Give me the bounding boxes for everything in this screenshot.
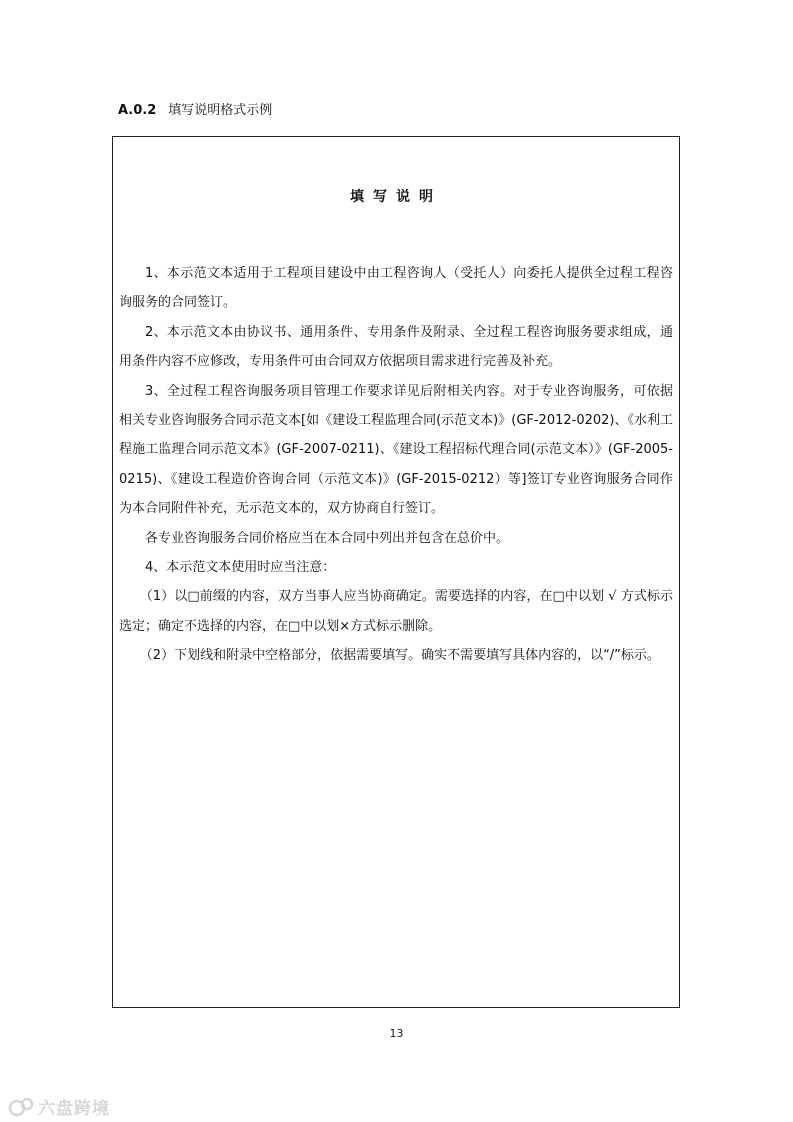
section-number: A.0.2 (118, 103, 157, 118)
paragraph-2: 2、本示范文本由协议书、通用条件、专用条件及附录、全过程工程咨询服务要求组成，通用条件内容不应修改，专用条件可由合同双方依据项目需求进行完善及补充。 (119, 324, 673, 370)
watermark (8, 1094, 110, 1119)
section-heading (118, 102, 272, 120)
paragraph-4: 4、本示范文本使用时应当注意： (145, 560, 336, 576)
page-number: 13 (389, 1027, 404, 1040)
paragraph-4-1: （1）以□前缀的内容，双方当事人应当协商确定。需要选择的内容，在□中以划 √ 方式标示选定；确定不选择的内容，在□中以划×方式标示删除。 (119, 589, 673, 634)
instructions-frame (112, 136, 680, 1008)
paragraph-4-2: （2）下划线和附录中空格部分，依据需要填写。确实不需要填写具体内容的，以“/”标示。 (139, 648, 660, 664)
watermark-text: 六盘跨境 (38, 1099, 110, 1119)
paragraph-1: 1、本示范文本适用于工程项目建设中由工程咨询人（受托人）向委托人提供全过程工程咨询服务的合同签订。 (119, 266, 673, 311)
brand-logo-icon (8, 1096, 34, 1118)
paragraph-3: 3、全过程工程咨询服务项目管理工作要求详见后附相关内容。对于专业咨询服务，可依据相关专业咨询服务合同示范文本[如《建设工程监理合同(示范文本)》(GF-2012-0202)、《水利工程施工监理合同示范文本》(GF-2007-0211)、《建设工程招标代理合同(示范文本）》(GF-2005-0215)、《建设工程造价咨询合同（示范文本)》(GF-2015-0212）等]签订专业咨询服务合同作为本合同附件补充，无示范文本的，双方协商自行签订。 (119, 383, 673, 517)
section-title: 填写说明格式示例 (168, 103, 273, 118)
paragraph-price-note: 各专业咨询服务合同价格应当在本合同中列出并包含在总价中。 (145, 530, 510, 546)
instructions-body (119, 259, 673, 671)
doc-title: 填写说明 (350, 189, 442, 205)
